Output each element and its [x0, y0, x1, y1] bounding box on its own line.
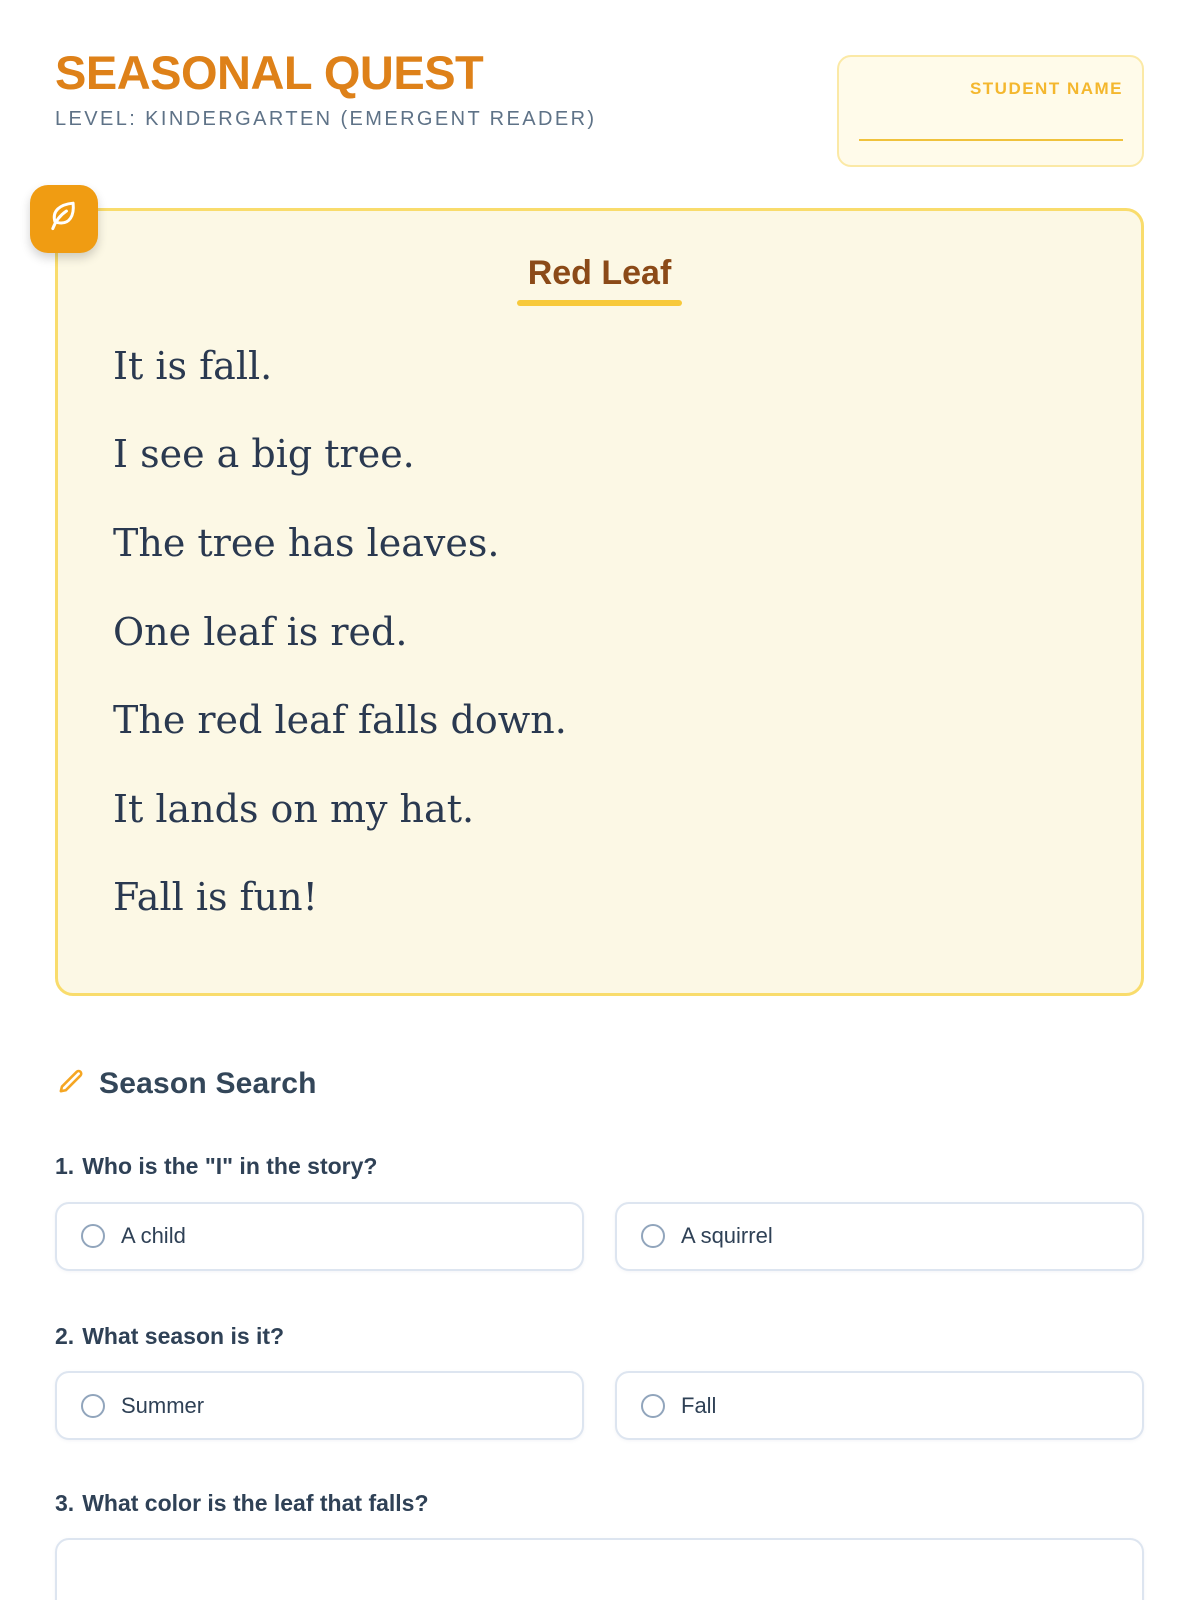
question-1-options — [55, 1202, 1144, 1271]
story-title-underline — [517, 300, 682, 306]
option-label: A child — [121, 1223, 186, 1249]
question-1-number: 1. — [55, 1152, 75, 1179]
story-body — [110, 344, 1089, 921]
activity-heading — [55, 1066, 1144, 1102]
story-line: One leaf is red. — [113, 609, 408, 654]
story-line: The red leaf falls down. — [113, 698, 567, 743]
question-2-text: What season is it? — [82, 1322, 285, 1349]
option-label: Fall — [681, 1392, 717, 1418]
level-subtitle: LEVEL: KINDERGARTEN (EMERGENT READER) — [55, 108, 597, 131]
option-q2-fall[interactable] — [615, 1371, 1144, 1440]
story-card — [55, 208, 1144, 996]
activity-title: Season Search — [99, 1066, 317, 1100]
leaf-badge — [30, 185, 98, 253]
question-2-number: 2. — [55, 1322, 75, 1349]
story-line: It is fall. — [113, 343, 273, 388]
option-q1-a-child[interactable] — [55, 1202, 584, 1271]
leaf-icon — [43, 196, 85, 243]
option-label: Summer — [121, 1392, 205, 1418]
student-name-label: STUDENT NAME — [969, 79, 1123, 98]
story-line: I see a big tree. — [113, 432, 415, 477]
option-label: A squirrel — [681, 1223, 773, 1249]
story-section — [55, 208, 1144, 996]
story-line: It lands on my hat. — [113, 786, 475, 831]
option-q1-a-squirrel[interactable] — [615, 1202, 1144, 1271]
story-line: Fall is fun! — [113, 875, 318, 920]
question-3-answer-box[interactable] — [55, 1538, 1144, 1600]
question-3-text: What color is the leaf that falls? — [82, 1490, 429, 1517]
question-2-label — [55, 1323, 1144, 1351]
story-line: The tree has leaves. — [113, 520, 500, 565]
student-name-card — [837, 55, 1144, 167]
story-title: Red Leaf — [527, 254, 672, 292]
radio-icon[interactable] — [641, 1224, 665, 1248]
pencil-icon — [55, 1066, 86, 1102]
radio-icon[interactable] — [641, 1394, 665, 1418]
question-3-number: 3. — [55, 1490, 75, 1517]
header — [55, 48, 1144, 167]
question-1-text: Who is the "I" in the story? — [82, 1152, 378, 1179]
radio-icon[interactable] — [81, 1224, 105, 1248]
student-name-field[interactable] — [859, 139, 1123, 141]
option-q2-summer[interactable] — [55, 1371, 584, 1440]
page-title: SEASONAL QUEST — [55, 46, 484, 99]
radio-icon[interactable] — [81, 1394, 105, 1418]
question-2-options — [55, 1371, 1144, 1440]
question-1-label — [55, 1153, 1144, 1181]
question-3-label — [55, 1490, 1144, 1518]
header-titles — [55, 48, 597, 131]
story-title-block — [110, 253, 1089, 306]
